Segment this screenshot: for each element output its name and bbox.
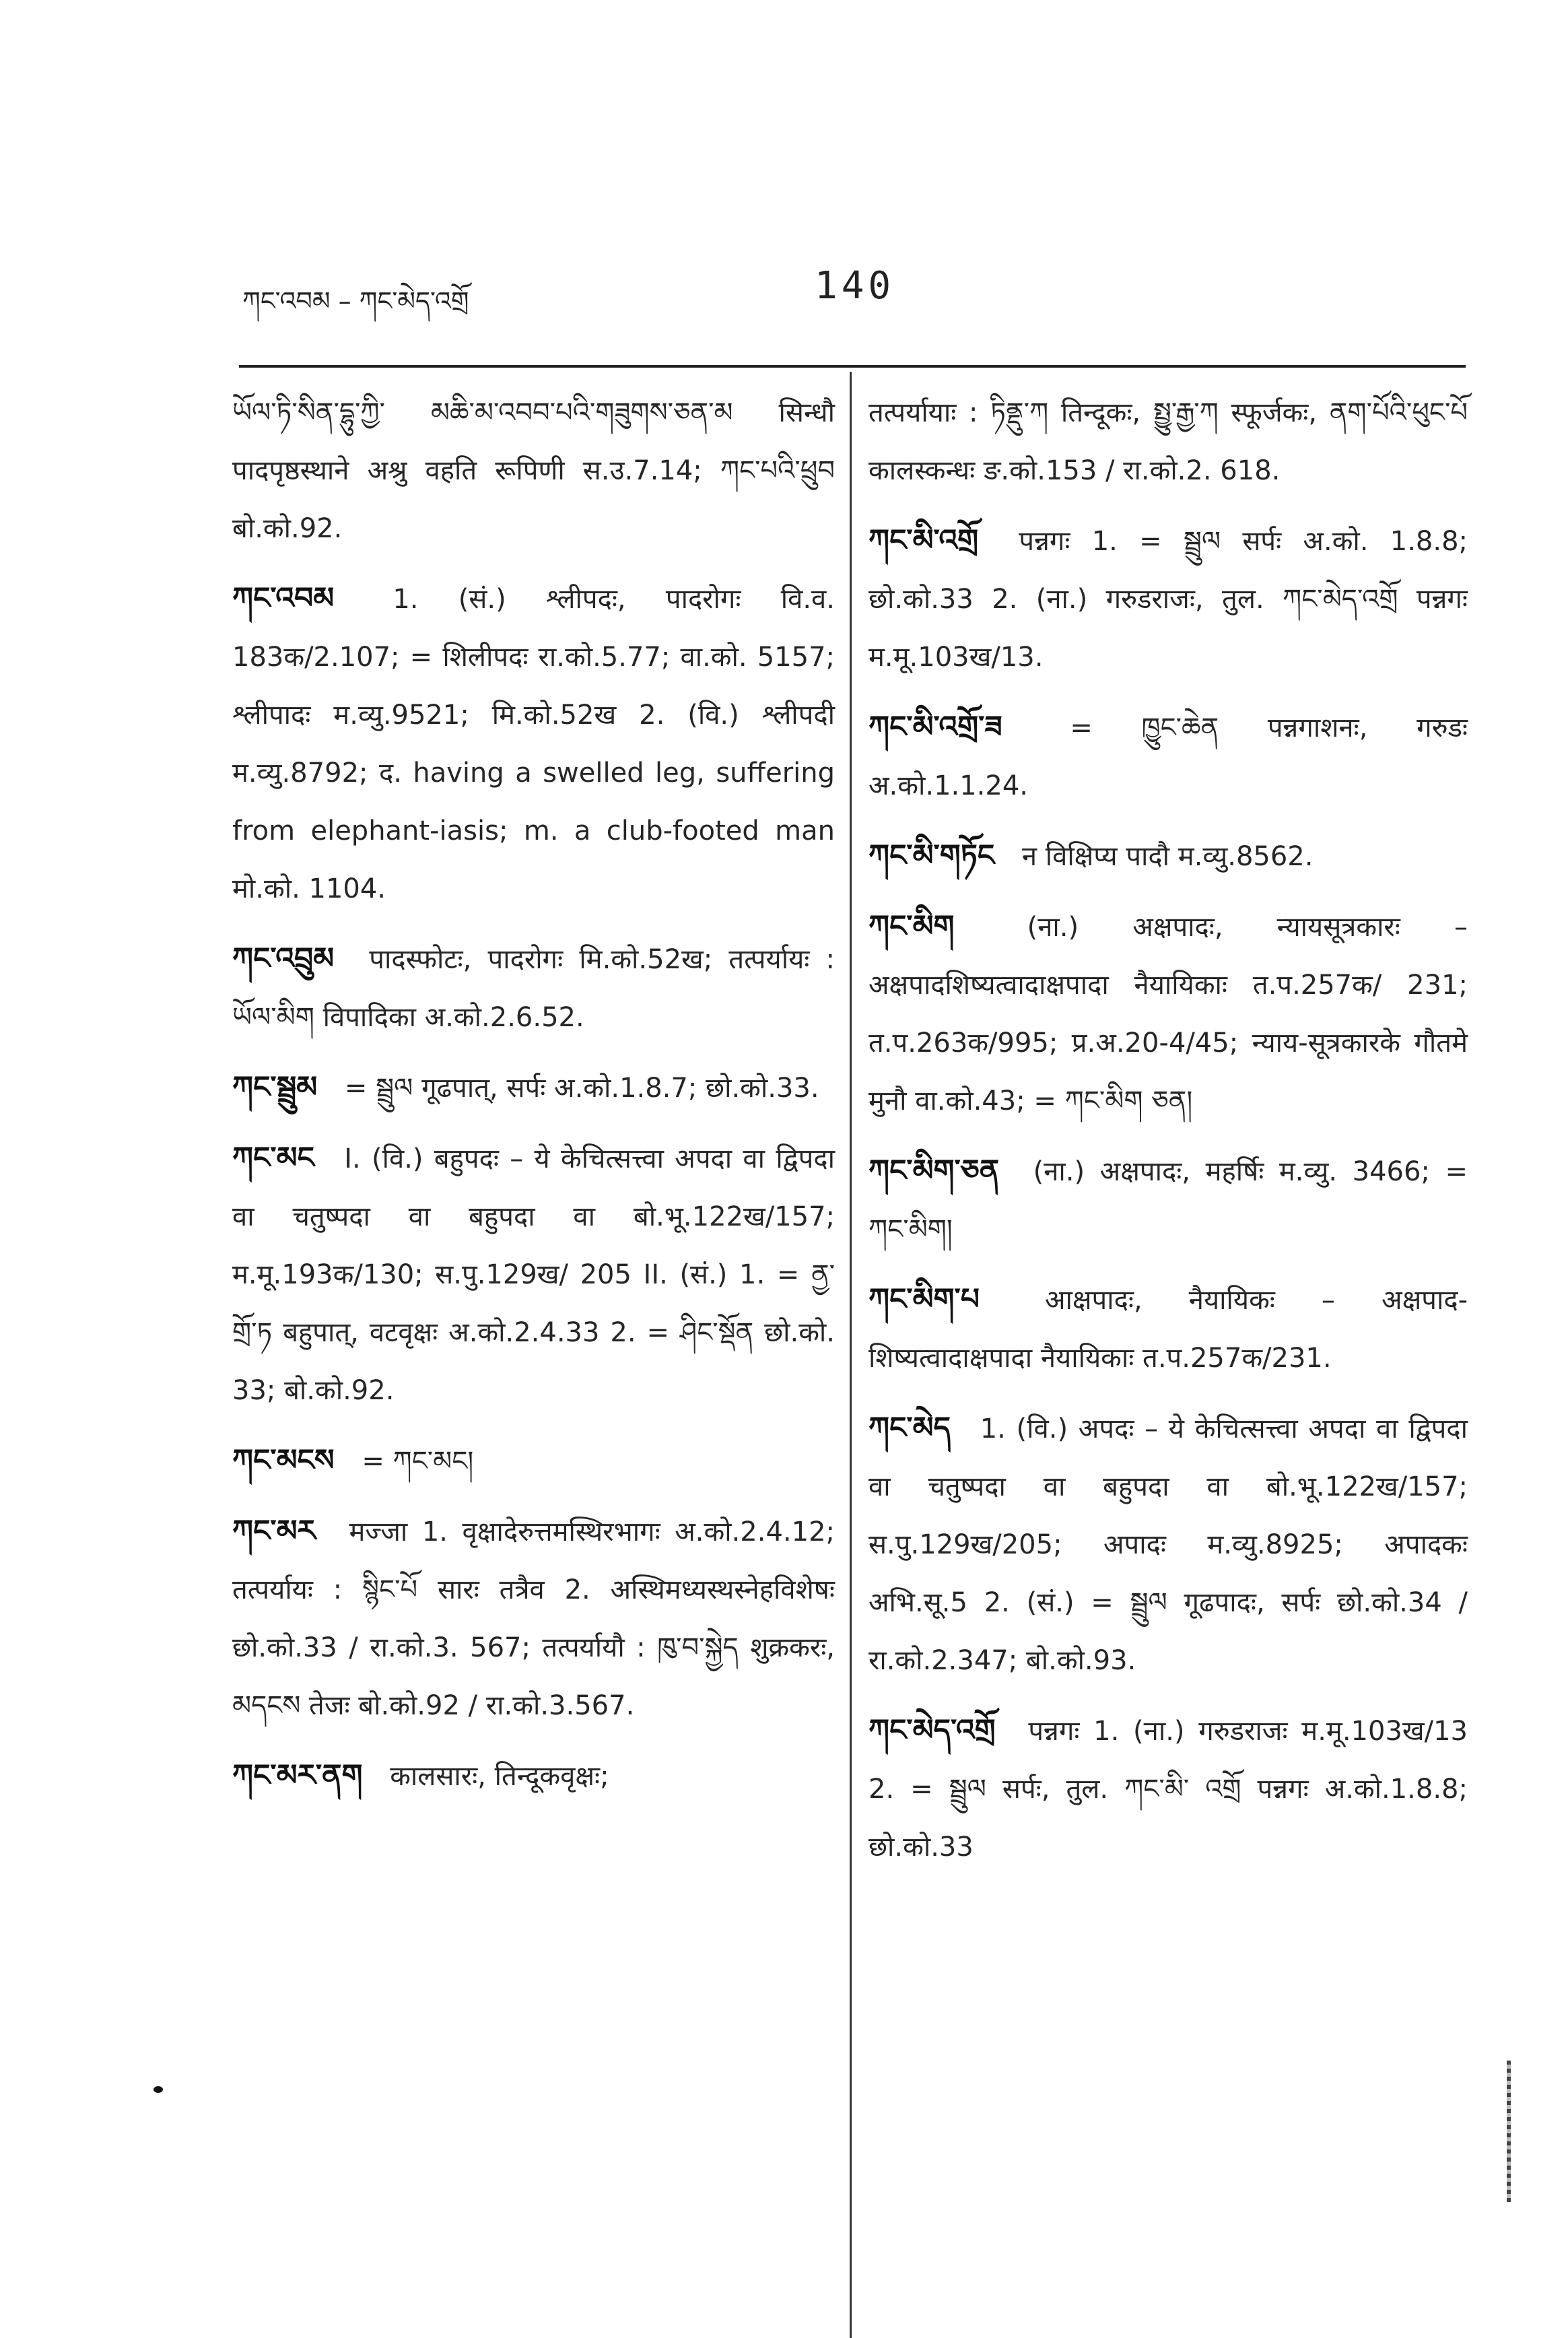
entry-text: I. (वि.) बहुपदः – ये केचित्सत्त्वा अपदा वा द्विपदा वा चतुष्पदा वा बहुपदा वा बो.भू.122ख/157; म.मू.193क/130; स.पु.129ख/ 205 II. (सं.) 1. = ནྱ་གྲོ་ཏ बहुपात्, वटवृक्षः अ.को.2.4.33 2. = ཤིང་སྡོན छो.को. 33; बो.को.92. — [232, 1143, 835, 1406]
entry-text: मज्जा 1. वृक्षादेरुत्तमस्थिरभागः अ.को.2.4.12; तत्पर्यायः : སྙིང་པོ सारः तत्रैव 2. अस्थिमध्यस्थस्नेहविशेषः छो.को.33 / रा.को.3. 567; तत्पर्यायौ : ཁུ་བ་སྐྱེད शुक्रकरः, མདངས तेजः बो.को.92 / रा.को.3.567. — [232, 1516, 835, 1721]
dictionary-entry — [868, 898, 1468, 1130]
entry-headword: ཀང་མི་འགྲོ་ཟ — [868, 710, 1002, 744]
scan-edge-mark — [1507, 2061, 1511, 2202]
entry-headword: ཀང་མེད — [868, 1411, 951, 1445]
entry-text: (ना.) अक्षपादः, महर्षिः म.व्यु. 3466; = ཀང་མིག། — [868, 1156, 1468, 1245]
entry-text: 1. (सं.) श्लीपदः, पादरोगः वि.व. 183क/2.107; = शिलीपदः रा.को.5.77; वा.को. 5157; श्लीपादः म.व्यु.9521; मि.को.52ख 2. (वि.) श्लीपदी म.व्यु.8792; द. having a swelled leg, suffering from elephant-iasis; m. a club-footed man मो.को. 1104. — [232, 584, 835, 904]
entry-text: तत्पर्यायाः : ཏིནྡུ་ཀ तिन्दूकः, སྤྱུ་རྒྱ་ཀ स्फूर्जकः, ནག་པོའི་ཕུང་པོ कालस्कन्धः ङ.को.153 / रा.को.2. 618. — [868, 397, 1468, 486]
margin-dot-mark — [154, 2086, 163, 2093]
entry-headword: ཀང་མིག་ཅན — [868, 1154, 1000, 1188]
running-header-range: ཀང་འབམ – ཀང་མེད་འགྲོ — [242, 286, 469, 316]
entry-headword: ཀང་མི་འགྲོ — [868, 523, 979, 558]
dictionary-entry — [868, 1142, 1468, 1259]
entry-headword: ཀང་མང — [232, 1141, 314, 1175]
dictionary-entry — [868, 1399, 1468, 1690]
dictionary-entry — [232, 930, 835, 1046]
entry-text: न विक्षिप्य पादौ म.व्यु.8562. — [1021, 841, 1314, 872]
dictionary-entry — [232, 1432, 835, 1490]
entry-headword: ཀང་མིག — [868, 909, 955, 943]
entry-text: = ཀང་མང། — [362, 1446, 474, 1477]
entry-headword: ཀང་མིག་པ — [868, 1282, 980, 1316]
entry-headword: ཀང་མར — [232, 1514, 316, 1548]
entry-text: कालसारः, तिन्दूकवृक्षः; — [390, 1761, 609, 1792]
entry-headword: ཀང་མངས — [232, 1443, 335, 1477]
page-number: 140 — [815, 264, 895, 308]
dictionary-entry — [868, 1271, 1468, 1387]
entry-headword: ཀང་མར་ནག — [232, 1758, 363, 1793]
left-column — [232, 384, 835, 1817]
entry-text: पादस्फोटः, पादरोगः मि.को.52ख; तत्पर्यायः : ཡོལ་མིག विपादिका अ.को.2.6.52. — [232, 944, 836, 1033]
entry-text: पन्नगः 1. = སྦྲུལ सर्पः अ.को. 1.8.8; छो.को.33 2. (ना.) गरुडराजः, तुल. ཀང་མེད་འགྲོ पन्नगः म.मू.103ख/13. — [868, 526, 1468, 673]
entry-text: = ཁྱུང་ཆེན पन्नगाशनः, गरुडः अ.को.1.1.24. — [868, 712, 1468, 801]
dictionary-entry — [868, 1702, 1468, 1876]
right-column — [868, 384, 1468, 1888]
entry-headword: ཀང་འབྲུམ — [232, 941, 335, 976]
column-divider — [850, 372, 852, 2338]
entry-text: ཡོལ་ཏི་སིན་དྷུ་ཀྱི་ མཆི་མ་འབབ་པའི་གཟུགས་ཅན་མ सिन्धौ पादपृष्ठस्थाने अश्रु वहति रूपिणी स.उ.7.14; ཀང་པའི་ཕྲུབ बो.को.92. — [232, 397, 835, 544]
dictionary-entry — [868, 827, 1468, 886]
dictionary-entry — [232, 1059, 835, 1117]
entry-text: पन्नगः 1. (ना.) गरुडराजः म.मू.103ख/13 2. = སྦྲུལ सर्पः, तुल. ཀང་མི་ འགྲོ पन्नगः अ.को.1.8.8; छो.को.33 — [868, 1716, 1468, 1863]
entry-text: 1. (वि.) अपदः – ये केचित्सत्त्वा अपदा वा द्विपदा वा चतुष्पदा वा बहुपदा वा बो.भू.122ख/157; स.पु.129ख/205; अपादः म.व्यु.8925; अपादकः अभि.सू.5 2. (सं.) = སྦྲུལ गूढपादः, सर्पः छो.को.34 / रा.को.2.347; बो.को.93. — [868, 1413, 1468, 1676]
dictionary-entry — [232, 384, 835, 558]
dictionary-entry — [232, 570, 835, 918]
entry-headword: ཀང་མི་གཏོང — [868, 838, 995, 873]
entry-headword: ཀང་མེད་འགྲོ — [868, 1713, 996, 1747]
entry-text: = སྦྲུལ गूढपात्, सर्पः अ.को.1.8.7; छो.को.33. — [344, 1073, 819, 1104]
header-rule — [239, 365, 1466, 368]
dictionary-entry — [868, 512, 1468, 686]
entry-headword: ཀང་འབམ — [232, 581, 335, 615]
dictionary-entry — [868, 698, 1468, 815]
dictionary-entry — [232, 1747, 835, 1805]
entry-text: (ना.) अक्षपादः, न्यायसूत्रकारः – अक्षपादशिष्यत्वादाक्षपादा नैयायिकाः त.प.257क/ 231; त.प.263क/995; प्र.अ.20-4/45; न्याय-सूत्रकारके गौतमे मुनौ वा.को.43; = ཀང་མིག ཅན། — [868, 912, 1468, 1116]
dictionary-entry — [868, 384, 1468, 500]
entry-text: आक्षपादः, नैयायिकः – अक्षपाद-शिष्यत्वादाक्षपादा नैयायिकाः त.प.257क/231. — [868, 1285, 1468, 1374]
entry-headword: ཀང་སྦྲུམ — [232, 1070, 318, 1104]
dictionary-entry — [232, 1502, 835, 1735]
dictionary-entry — [232, 1129, 835, 1420]
